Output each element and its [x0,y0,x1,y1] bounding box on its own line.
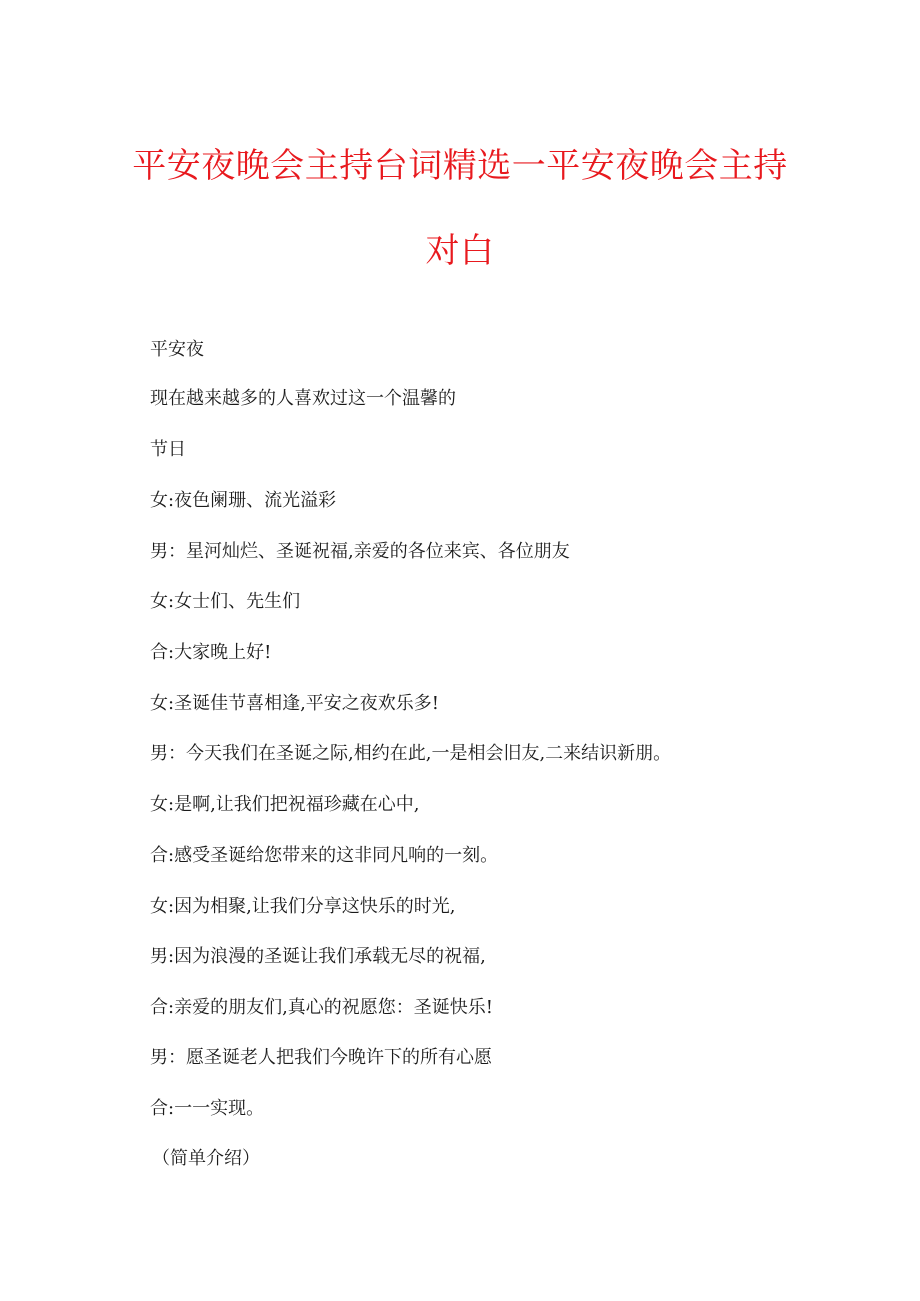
body-line: （简单介绍） [152,1148,260,1169]
body-line: 男：愿圣诞老人把我们今晚许下的所有心愿 [150,1047,492,1068]
body-line: 女:因为相聚,让我们分享这快乐的时光, [150,896,456,917]
body-line: 合:一一实现。 [150,1098,265,1119]
body-line: 合:感受圣诞给您带来的这非同凡响的一刻。 [150,845,499,866]
body-line: 合:亲爱的朋友们,真心的祝愿您：圣诞快乐! [150,997,494,1018]
body-line: 女:夜色阑珊、流光溢彩 [150,490,337,511]
body-line: 男:因为浪漫的圣诞让我们承载无尽的祝福, [150,946,486,967]
body-line: 男：星河灿烂、圣诞祝福,亲爱的各位来宾、各位朋友 [150,541,570,562]
body-line: 男：今天我们在圣诞之际,相约在此,一是相会旧友,二来结识新朋。 [150,743,672,764]
body-line: 节日 [150,439,186,460]
body-line: 女:女士们、先生们 [150,591,301,612]
body-line: 女:是啊,让我们把祝福珍藏在心中, [150,794,420,815]
body-line: 合:大家晚上好! [150,642,272,663]
document-title-line-2: 对白 [425,231,495,271]
document-title-line-1: 平安夜晚会主持台词精选一平安夜晚会主持 [132,146,788,186]
body-line: 现在越来越多的人喜欢过这一个温馨的 [150,388,456,409]
body-line: 女:圣诞佳节喜相逢,平安之夜欢乐多! [150,693,440,714]
body-line: 平安夜 [150,339,204,360]
